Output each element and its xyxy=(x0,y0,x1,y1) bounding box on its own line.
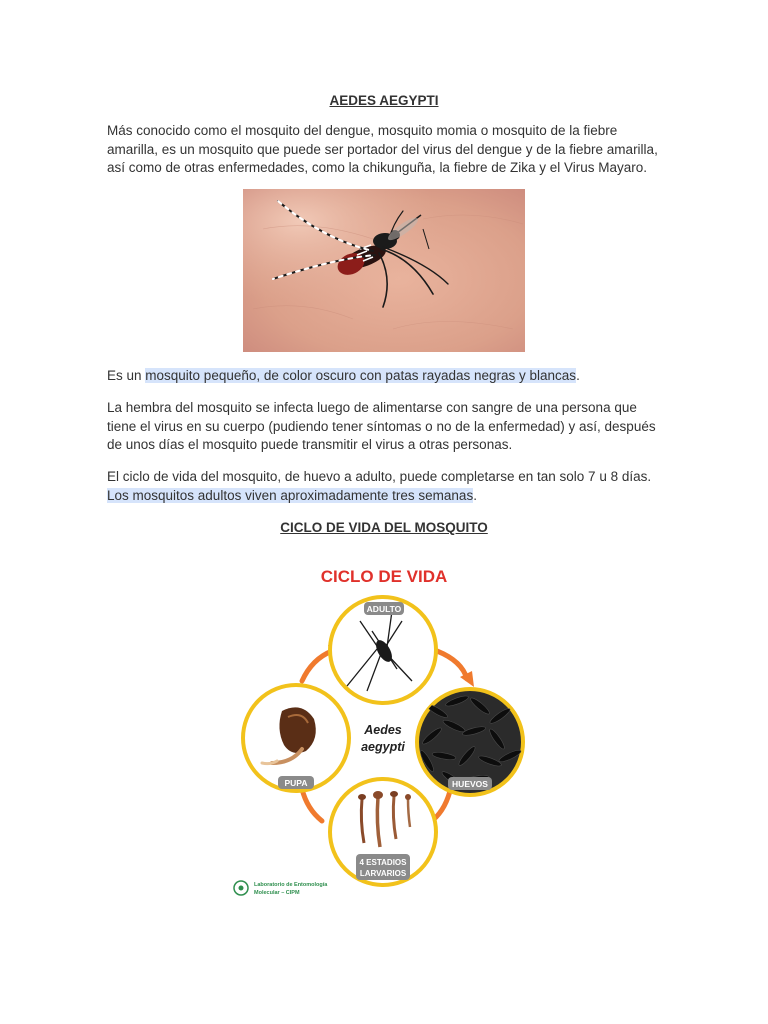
eggs-stage xyxy=(417,689,523,795)
section-title: CICLO DE VIDA DEL MOSQUITO xyxy=(280,520,488,535)
highlighted-lifespan: Los mosquitos adultos viven aproximadamente tres semanas xyxy=(107,487,474,503)
lab-logo-icon xyxy=(234,881,248,895)
infographic-title: CICLO DE VIDA xyxy=(320,567,448,586)
arrow-pupa-to-adult xyxy=(302,651,332,681)
larvae-stage xyxy=(330,779,436,885)
species-name-line2: aegypti xyxy=(361,740,405,754)
mosquito-photo xyxy=(243,189,525,352)
pupa-stage xyxy=(243,685,349,791)
lifecycle-suffix: . xyxy=(473,487,477,503)
eggs-label: HUEVOS xyxy=(452,779,488,789)
description-prefix: Es un xyxy=(107,368,146,383)
larvae-label-line1: 4 ESTADIOS xyxy=(359,858,407,867)
infection-paragraph: La hembra del mosquito se infecta luego de alimentarse con sangre de una persona que tiene el virus en su cuerpo (pudiendo tener síntomas o no de la enfermedad) y así, después de unos días el mosquito puede transmitir el virus a otras personas. xyxy=(107,400,656,452)
larvae-label-line2: LARVARIOS xyxy=(359,869,407,878)
intro-paragraph: Más conocido como el mosquito del dengue, mosquito momia o mosquito de la fiebre amarilla, es un mosquito que puede ser portador del virus del dengue y de la fiebre amarilla, así como de otras enfermedades, como la chikunguña, la fiebre de Zika y el Virus Mayaro. xyxy=(107,123,658,175)
description-paragraph xyxy=(107,367,667,386)
credit-line1: Laboratorio de Entomología xyxy=(254,882,328,888)
lifecycle-paragraph xyxy=(107,468,667,505)
adult-stage xyxy=(330,597,436,703)
highlighted-description: mosquito pequeño, de color oscuro con patas rayadas negras y blancas xyxy=(145,368,577,383)
arrow-larvae-to-pupa xyxy=(302,789,322,821)
adult-label: ADULTO xyxy=(366,604,402,614)
species-name-line1: Aedes xyxy=(364,723,402,737)
document-title: AEDES AEGYPTI xyxy=(329,93,439,108)
life-cycle-infographic xyxy=(222,551,547,903)
arrow-adult-to-eggs xyxy=(437,651,467,679)
lifecycle-text: El ciclo de vida del mosquito, de huevo a adulto, puede completarse en tan solo 7 u 8 días. xyxy=(107,469,652,484)
pupa-label: PUPA xyxy=(284,778,308,788)
description-suffix: . xyxy=(576,368,580,383)
credit-line2: Molecular – CIPM xyxy=(254,890,300,896)
